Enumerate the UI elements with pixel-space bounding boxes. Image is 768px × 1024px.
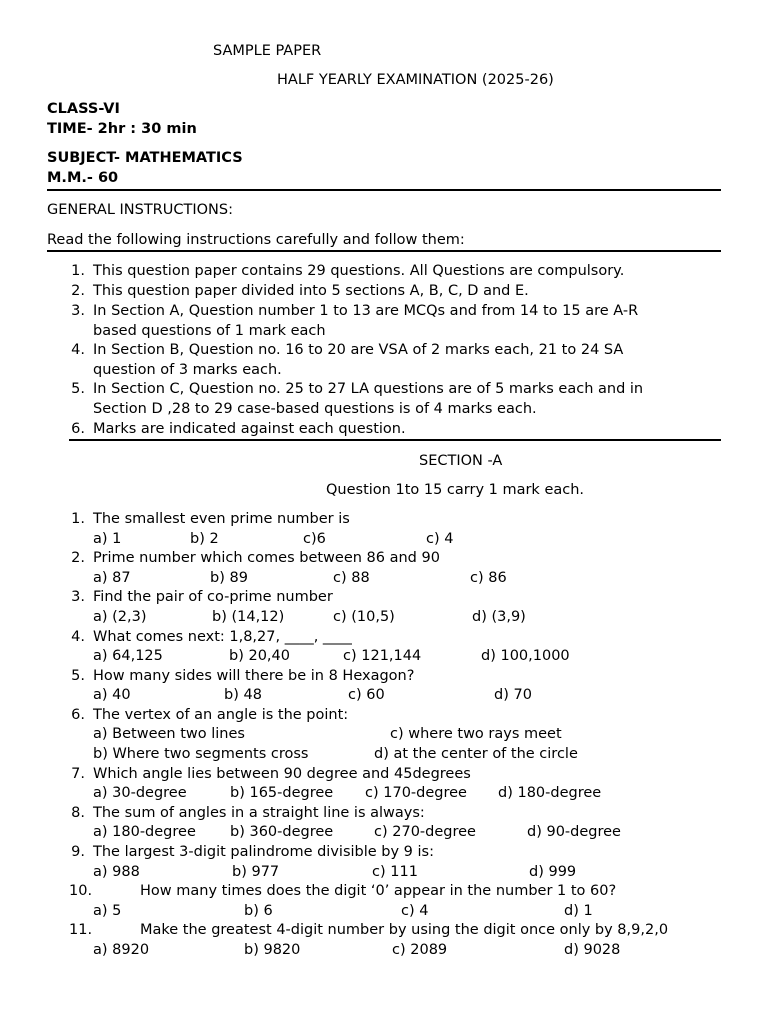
section-title: SECTION -A	[419, 453, 503, 469]
option-d: d) 999	[529, 864, 577, 880]
question-number: 11.	[69, 922, 93, 938]
question-number: 9.	[71, 844, 85, 860]
option-c: c) (10,5)	[333, 609, 395, 625]
instructions-lead: Read the following instructions carefully and follow them:	[47, 232, 465, 248]
option-b: b) 977	[232, 864, 280, 880]
option-a: a) 1	[93, 531, 122, 547]
option-b: b) 2	[190, 531, 219, 547]
option-b: b) 6	[244, 903, 273, 919]
question-number: 4.	[71, 629, 85, 645]
option-b: b) 9820	[244, 942, 301, 958]
option-d: c) 4	[426, 531, 454, 547]
option-b: b) (14,12)	[212, 609, 285, 625]
instruction-number: 3.	[71, 303, 85, 319]
option-c: c) 111	[372, 864, 418, 880]
option-a: a) Between two lines	[93, 726, 245, 742]
instruction-text: This question paper contains 29 questions. All Questions are compulsory.	[93, 263, 625, 279]
instruction-text: In Section B, Question no. 16 to 20 are VSA of 2 marks each, 21 to 24 SA	[93, 342, 624, 358]
section-divider	[69, 439, 721, 441]
option-c: c)6	[303, 531, 326, 547]
instruction-text: In Section A, Question number 1 to 13 are MCQs and from 14 to 15 are A-R	[93, 303, 639, 319]
instruction-number: 5.	[71, 381, 85, 397]
instruction-text: based questions of 1 mark each	[93, 323, 326, 339]
question-number: 2.	[71, 550, 85, 566]
instruction-text: In Section C, Question no. 25 to 27 LA questions are of 5 marks each and in	[93, 381, 644, 397]
option-a: a) 87	[93, 570, 131, 586]
option-c: c) 270-degree	[374, 824, 476, 840]
option-a: a) (2,3)	[93, 609, 147, 625]
option-c: c) 2089	[392, 942, 448, 958]
exam-title: HALF YEARLY EXAMINATION (2025-26)	[277, 72, 554, 88]
question-number: 1.	[71, 511, 85, 527]
option-a: a) 8920	[93, 942, 150, 958]
question-text: How many sides will there be in 8 Hexagon?	[93, 668, 415, 684]
option-c: c) 121,144	[343, 648, 422, 664]
option-a: a) 5	[93, 903, 122, 919]
option-c: c) where two rays meet	[390, 726, 562, 742]
option-d: d) 9028	[564, 942, 621, 958]
question-text: Prime number which comes between 86 and 90	[93, 550, 440, 566]
option-a: a) 180-degree	[93, 824, 196, 840]
question-text: The smallest even prime number is	[93, 511, 350, 527]
option-c: c) 170-degree	[365, 785, 467, 801]
section-subtitle: Question 1to 15 carry 1 mark each.	[326, 482, 585, 498]
option-b: b) 48	[224, 687, 262, 703]
option-c: c) 60	[348, 687, 385, 703]
max-marks-label: M.M.- 60	[47, 170, 119, 186]
question-text: Which angle lies between 90 degree and 45degrees	[93, 766, 471, 782]
time-label: TIME- 2hr : 30 min	[47, 121, 197, 137]
instruction-number: 1.	[71, 263, 85, 279]
option-d: d) 180-degree	[498, 785, 602, 801]
option-a: a) 40	[93, 687, 131, 703]
instruction-text: Marks are indicated against each question.	[93, 421, 406, 437]
instruction-number: 4.	[71, 342, 85, 358]
question-text: The sum of angles in a straight line is always:	[93, 805, 425, 821]
instructions-heading: GENERAL INSTRUCTIONS:	[47, 202, 233, 218]
question-number: 8.	[71, 805, 85, 821]
question-text: Find the pair of co-prime number	[93, 589, 333, 605]
instruction-number: 2.	[71, 283, 85, 299]
question-text: What comes next: 1,8,27, ____, ____	[93, 629, 352, 645]
option-b: b) Where two segments cross	[93, 746, 309, 762]
option-a: a) 30-degree	[93, 785, 187, 801]
option-d: d) 1	[564, 903, 593, 919]
question-number: 6.	[71, 707, 85, 723]
question-text: The vertex of an angle is the point:	[93, 707, 349, 723]
option-d: d) at the center of the circle	[374, 746, 578, 762]
question-number: 3.	[71, 589, 85, 605]
question-text: The largest 3-digit palindrome divisible by 9 is:	[93, 844, 434, 860]
option-a: a) 64,125	[93, 648, 163, 664]
question-number: 10.	[69, 883, 93, 899]
option-c: c) 4	[401, 903, 429, 919]
option-d: c) 86	[470, 570, 507, 586]
question-text: How many times does the digit ‘0’ appear in the number 1 to 60?	[140, 883, 617, 899]
option-d: d) 70	[494, 687, 532, 703]
option-b: b) 165-degree	[230, 785, 334, 801]
instruction-text: Section D ,28 to 29 case-based questions is of 4 marks each.	[93, 401, 537, 417]
paper-title: SAMPLE PAPER	[213, 43, 322, 59]
option-d: d) 90-degree	[527, 824, 621, 840]
option-d: d) (3,9)	[472, 609, 526, 625]
class-label: CLASS-VI	[47, 101, 120, 117]
subject-label: SUBJECT- MATHEMATICS	[47, 150, 243, 166]
instruction-number: 6.	[71, 421, 85, 437]
instruction-text: This question paper divided into 5 sections A, B, C, D and E.	[93, 283, 529, 299]
option-a: a) 988	[93, 864, 140, 880]
question-number: 7.	[71, 766, 85, 782]
instruction-text: question of 3 marks each.	[93, 362, 282, 378]
option-b: b) 20,40	[229, 648, 290, 664]
question-number: 5.	[71, 668, 85, 684]
instructions-divider	[47, 250, 721, 252]
option-b: b) 89	[210, 570, 248, 586]
header-divider	[47, 189, 721, 191]
question-text: Make the greatest 4-digit number by using the digit once only by 8,9,2,0	[140, 922, 669, 938]
option-d: d) 100,1000	[481, 648, 570, 664]
option-c: c) 88	[333, 570, 370, 586]
option-b: b) 360-degree	[230, 824, 334, 840]
